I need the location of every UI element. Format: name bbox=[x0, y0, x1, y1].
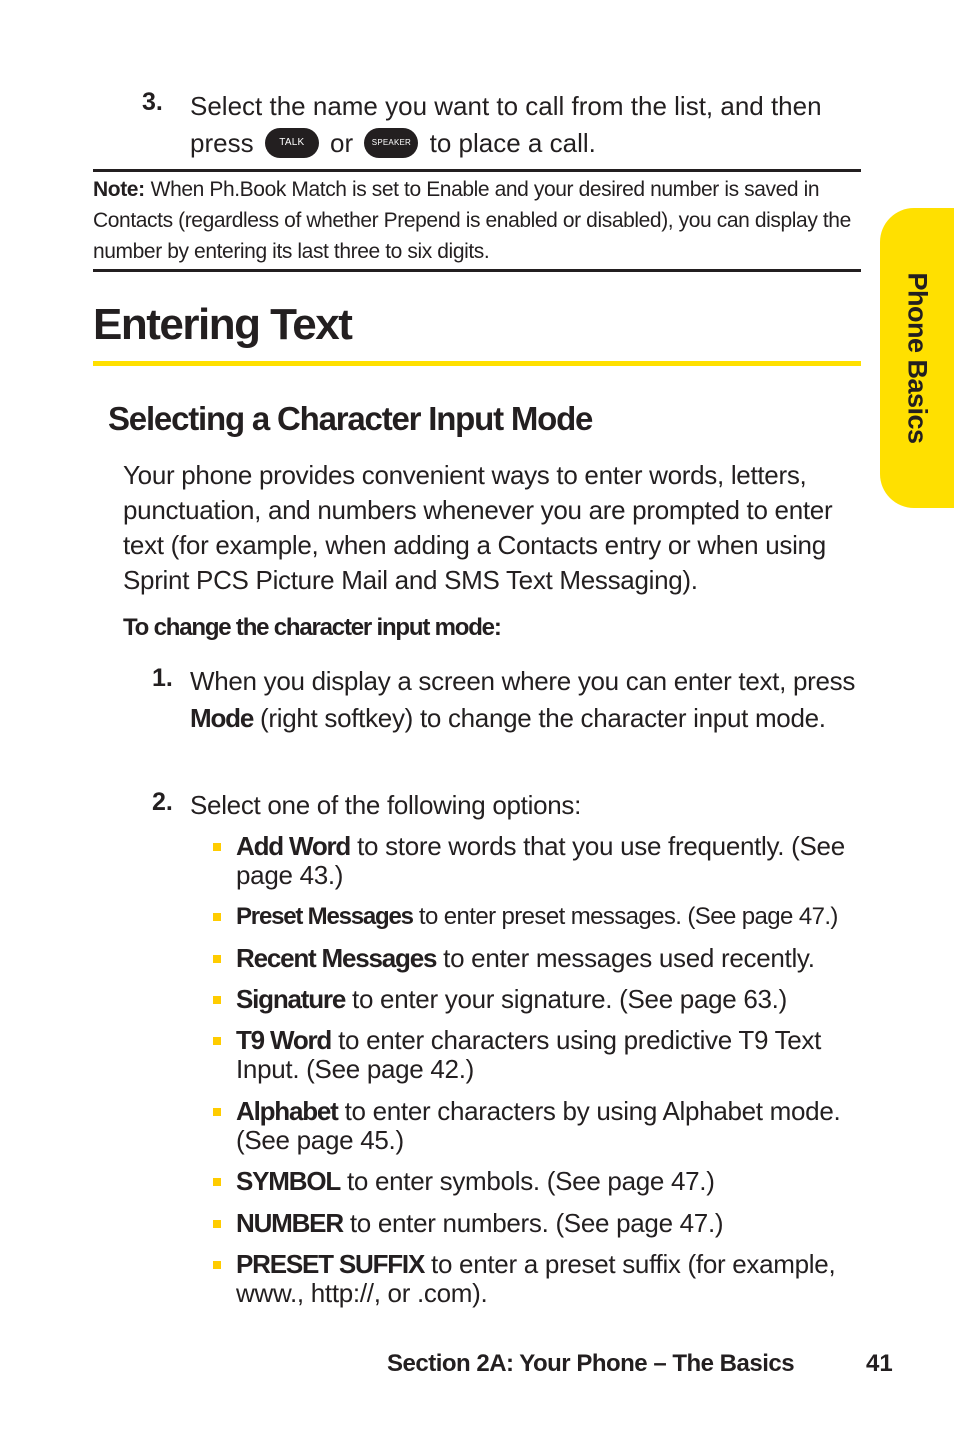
option-description: to enter messages used recently. bbox=[443, 943, 815, 973]
option-name: NUMBER bbox=[236, 1208, 343, 1238]
option-description: to enter numbers. (See page 47.) bbox=[349, 1208, 724, 1238]
mode-softkey-label: Mode bbox=[190, 703, 254, 733]
step-3-text bbox=[190, 88, 860, 162]
footer-section-title: Section 2A: Your Phone – The Basics bbox=[387, 1350, 795, 1377]
intro-paragraph: Your phone provides convenient ways to enter words, letters, punctuation, and numbers whenever you are prompted to enter text (for example, when adding a Contacts entry or when using Sprint PCS Picture Mail and SMS Text Messaging). bbox=[123, 460, 833, 595]
talk-key-icon: TALK bbox=[265, 128, 319, 158]
step-1-text-after: (right softkey) to change the character input mode. bbox=[260, 703, 826, 733]
note-top-rule bbox=[93, 169, 861, 172]
note-label: Note: bbox=[93, 178, 145, 201]
note-block bbox=[93, 174, 863, 267]
list-item bbox=[236, 1250, 861, 1308]
option-description: to enter a preset suffix (for example, www., http://, or .com). bbox=[236, 1249, 836, 1308]
procedure-title: To change the character input mode: bbox=[123, 614, 501, 641]
list-item bbox=[236, 985, 861, 1014]
list-item bbox=[236, 832, 861, 890]
step-3-text-after: to place a call. bbox=[429, 128, 596, 158]
option-description: to enter your signature. (See page 63.) bbox=[352, 984, 787, 1014]
option-name: Recent Messages bbox=[236, 943, 437, 973]
step-3-number: 3. bbox=[142, 88, 163, 116]
step-1-text bbox=[190, 663, 862, 737]
option-description: to enter preset messages. (See page 47.) bbox=[418, 903, 838, 930]
option-name: T9 Word bbox=[236, 1025, 332, 1055]
list-bullet bbox=[213, 913, 221, 921]
option-description: to enter characters by using Alphabet mode. (See page 45.) bbox=[236, 1096, 841, 1155]
step-2-text: Select one of the following options: bbox=[190, 790, 582, 820]
note-text: When Ph.Book Match is set to Enable and your desired number is saved in Contacts (regardless of whether Prepend is enabled or disabled), you can display the number by entering its last three to six digits. bbox=[93, 178, 851, 263]
note-bottom-rule bbox=[93, 269, 861, 272]
list-item bbox=[236, 1026, 861, 1084]
list-bullet bbox=[213, 843, 221, 851]
option-name: Add Word bbox=[236, 831, 351, 861]
list-item bbox=[236, 1167, 861, 1196]
list-bullet bbox=[213, 1037, 221, 1045]
step-3-text-before: Select the name you want to call from the list, and then press bbox=[190, 91, 822, 158]
list-item bbox=[236, 902, 861, 931]
list-item bbox=[236, 1209, 861, 1238]
option-name: PRESET SUFFIX bbox=[236, 1249, 425, 1279]
list-bullet bbox=[213, 1220, 221, 1228]
list-bullet bbox=[213, 1261, 221, 1269]
step-1-text-before: When you display a screen where you can enter text, press bbox=[190, 666, 856, 696]
side-tab-label: Phone Basics bbox=[902, 272, 933, 444]
list-item bbox=[236, 944, 861, 973]
speaker-key-icon: SPEAKER bbox=[364, 128, 418, 158]
page-title: Entering Text bbox=[93, 300, 352, 349]
list-item bbox=[236, 1097, 861, 1155]
heading-rule bbox=[93, 361, 861, 366]
step-2-number: 2. bbox=[152, 788, 173, 816]
option-name: Alphabet bbox=[236, 1096, 338, 1126]
page-number: 41 bbox=[866, 1350, 893, 1377]
list-bullet bbox=[213, 1108, 221, 1116]
section-side-tab bbox=[880, 208, 954, 508]
list-bullet bbox=[213, 1178, 221, 1186]
step-3-or: or bbox=[330, 128, 354, 158]
option-description: to enter symbols. (See page 47.) bbox=[346, 1166, 715, 1196]
list-bullet bbox=[213, 996, 221, 1004]
option-name: SYMBOL bbox=[236, 1166, 341, 1196]
option-name: Signature bbox=[236, 984, 346, 1014]
option-description: to enter characters using predictive T9 Text Input. (See page 42.) bbox=[236, 1025, 822, 1084]
option-description: to store words that you use frequently. (See page 43.) bbox=[236, 831, 845, 890]
option-name: Preset Messages bbox=[236, 903, 413, 930]
step-1-number: 1. bbox=[152, 664, 173, 692]
list-bullet bbox=[213, 955, 221, 963]
section-subheading: Selecting a Character Input Mode bbox=[108, 400, 593, 437]
